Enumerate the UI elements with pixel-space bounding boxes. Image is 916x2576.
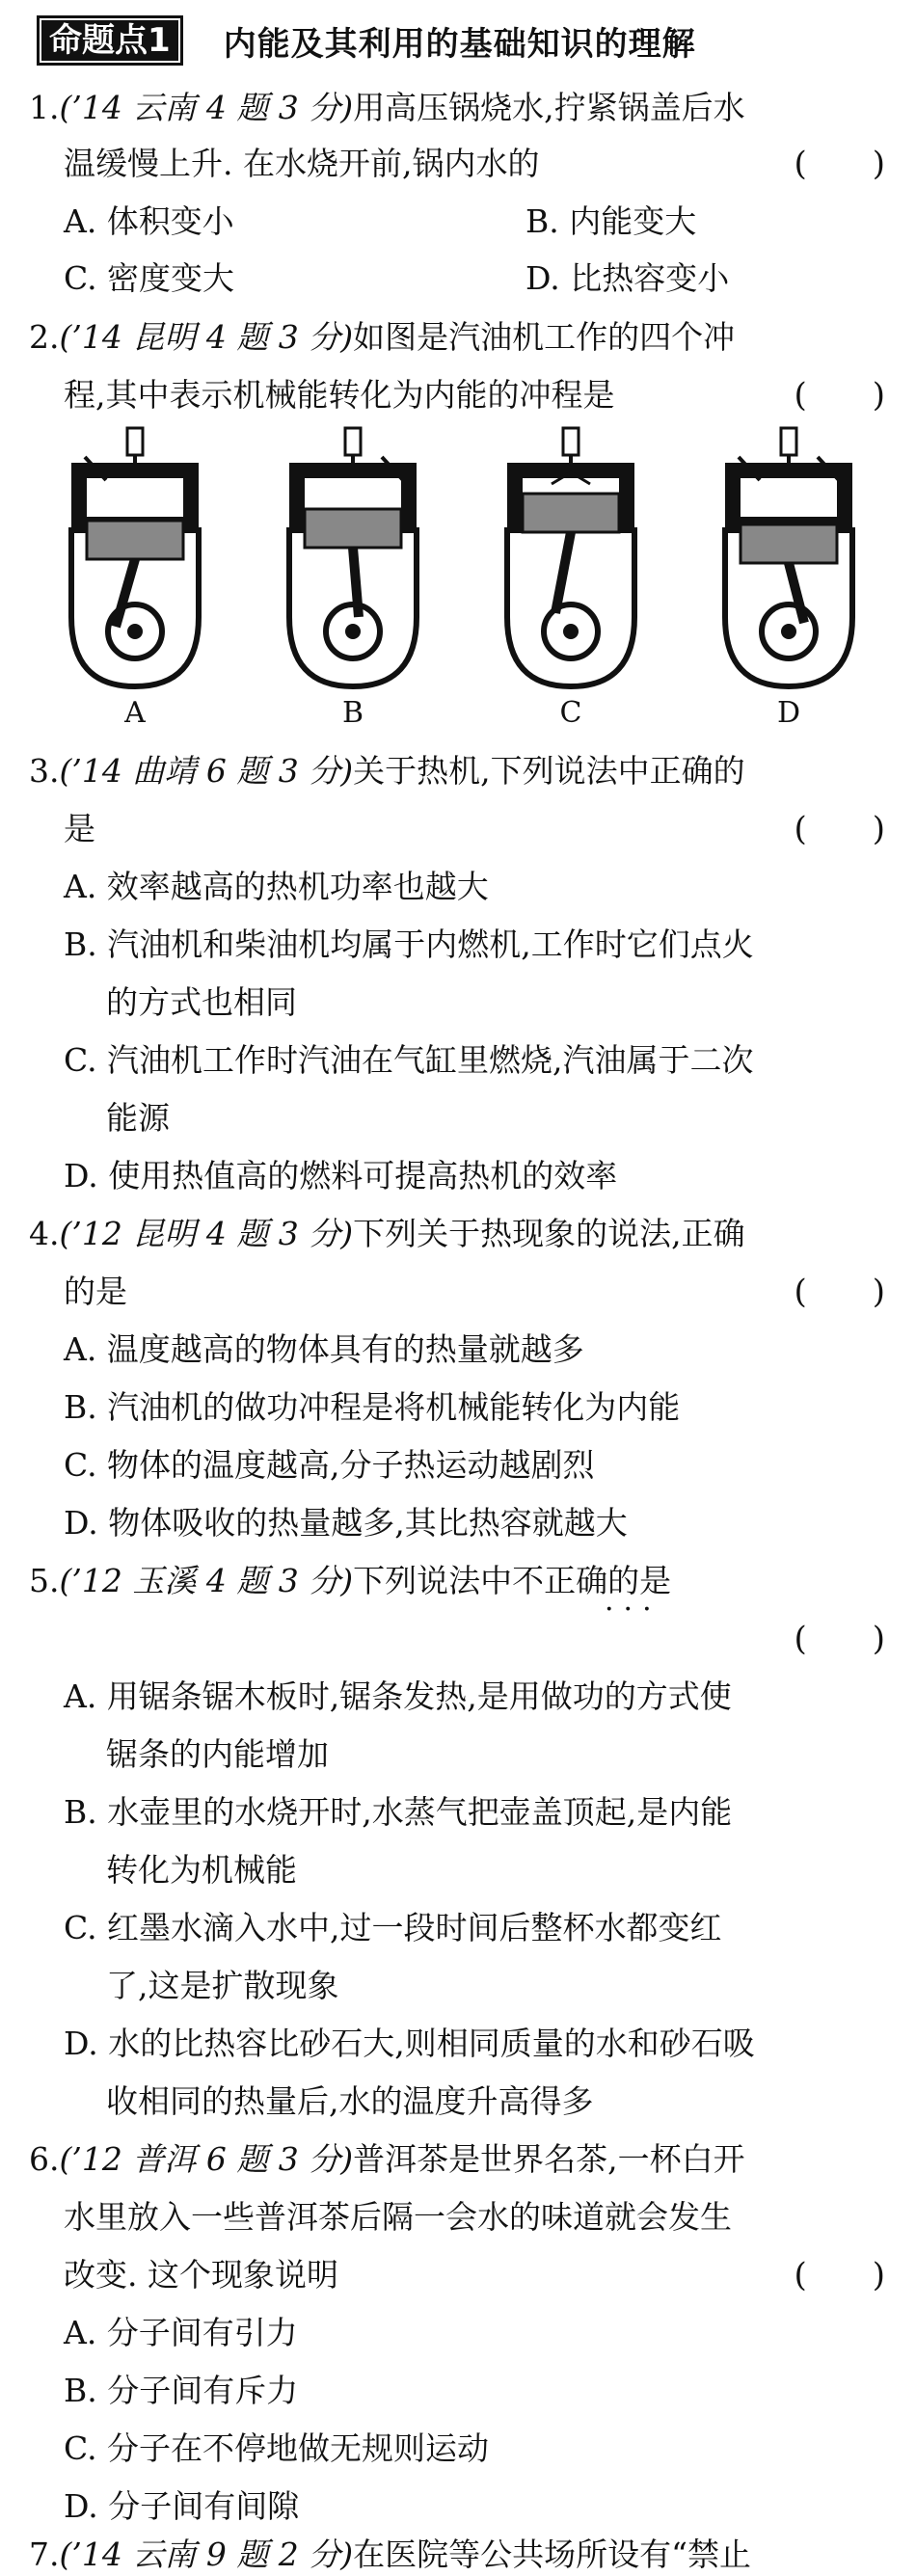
question-stem: 温缓慢上升. 在水烧开前,锅内水的 <box>64 145 540 182</box>
answer-blank: ( ) <box>794 376 885 415</box>
question-3-line-1 <box>29 750 745 792</box>
emphasis-dots: ··· <box>605 1593 661 1626</box>
section-tag: 命题点1 <box>37 15 183 66</box>
option-a-cont: 锯条的内能增加 <box>106 1735 329 1773</box>
section-header <box>37 13 696 67</box>
question-stem: 程,其中表示机械能转化为内能的冲程是 <box>64 376 615 414</box>
question-number: 1. <box>29 89 60 126</box>
answer-blank: ( ) <box>794 145 885 183</box>
question-1-line-2 <box>64 143 539 185</box>
option-d: D. 使用热值高的燃料可提高热机的效率 <box>64 1157 618 1194</box>
question-source: (’14 昆明 4 题 3 分) <box>59 318 354 356</box>
engine-diagram-a <box>58 424 212 738</box>
engine-a-icon <box>58 424 212 694</box>
figure-label-c: C <box>559 696 582 730</box>
option-d: D. 水的比热容比砂石大,则相同质量的水和砂石吸 <box>64 2025 755 2062</box>
answer-blank: ( ) <box>794 1273 885 1311</box>
option-a: A. 效率越高的热机功率也越大 <box>64 868 489 905</box>
question-source: (’14 云南 9 题 2 分) <box>59 2536 354 2573</box>
answer-blank: ( ) <box>794 1620 885 1658</box>
option-c-cont: 能源 <box>106 1099 170 1137</box>
question-number: 7. <box>29 2536 60 2573</box>
question-number: 2. <box>29 318 60 356</box>
question-2-line-2 <box>64 374 615 416</box>
question-stem: 用高压锅烧水,拧紧锅盖后水 <box>353 89 745 126</box>
engine-diagram-d <box>712 424 866 738</box>
option-a: A. 分子间有引力 <box>64 2314 298 2351</box>
option-b: B. 汽油机和柴油机均属于内燃机,工作时它们点火 <box>64 926 754 963</box>
question-number: 6. <box>29 2140 60 2178</box>
answer-blank: ( ) <box>794 2256 885 2294</box>
option-b-cont: 的方式也相同 <box>106 983 297 1021</box>
question-source: (’12 昆明 4 题 3 分) <box>59 1215 354 1252</box>
question-4-line-1 <box>29 1213 745 1255</box>
question-6-line-2 <box>64 2196 732 2239</box>
question-stem: 是 <box>64 810 95 847</box>
option-c-cont: 了,这是扩散现象 <box>106 1967 339 2004</box>
question-4-line-2 <box>64 1271 127 1313</box>
section-topic: 内能及其利用的基础知识的理解 <box>223 24 696 64</box>
option-a: A. 体积变小 <box>64 202 234 240</box>
engine-c-icon <box>494 424 648 694</box>
option-d: D. 物体吸收的热量越多,其比热容就越大 <box>64 1504 628 1542</box>
engine-d-icon <box>712 424 866 694</box>
question-3-line-2 <box>64 808 95 850</box>
question-stem: 下列说法中不正确的是 <box>353 1562 672 1599</box>
option-c: C. 物体的温度越高,分子热运动越剧烈 <box>64 1446 595 1484</box>
figure-label-d: D <box>776 696 801 730</box>
option-d: D. 分子间有间隙 <box>64 2487 300 2525</box>
engine-b-icon <box>276 424 430 694</box>
question-stem: 水里放入一些普洱茶后隔一会水的味道就会发生 <box>64 2198 732 2236</box>
figure-label-a: A <box>124 696 146 730</box>
question-6-line-1 <box>29 2138 745 2181</box>
question-stem: 普洱茶是世界名茶,一杯白开 <box>353 2140 745 2178</box>
engine-diagram-b <box>276 424 430 738</box>
question-stem: 在医院等公共场所设有“禁止 <box>353 2536 752 2573</box>
option-c: C. 红墨水滴入水中,过一段时间后整杯水都变红 <box>64 1909 722 1946</box>
question-number: 5. <box>29 1562 60 1599</box>
engine-diagram-c <box>494 424 648 738</box>
question-6-line-3 <box>64 2254 338 2296</box>
engine-strokes-figure <box>58 424 868 738</box>
question-number: 4. <box>29 1215 60 1252</box>
option-d: D. 比热容变小 <box>525 259 730 297</box>
option-a: A. 温度越高的物体具有的热量就越多 <box>64 1330 584 1368</box>
question-stem: 下列关于热现象的说法,正确 <box>353 1215 745 1252</box>
question-source: (’14 云南 4 题 3 分) <box>59 89 354 126</box>
option-c: C. 密度变大 <box>64 259 235 297</box>
option-b-cont: 转化为机械能 <box>106 1851 297 1889</box>
question-stem: 的是 <box>64 1273 127 1310</box>
option-a: A. 用锯条锯木板时,锯条发热,是用做功的方式使 <box>64 1677 732 1715</box>
question-number: 3. <box>29 752 60 790</box>
question-stem: 改变. 这个现象说明 <box>64 2256 338 2294</box>
option-d-cont: 收相同的热量后,水的温度升高得多 <box>106 2082 594 2120</box>
question-stem: 如图是汽油机工作的四个冲 <box>353 318 736 356</box>
figure-label-b: B <box>341 696 364 730</box>
answer-blank: ( ) <box>794 810 885 848</box>
option-b: B. 分子间有斥力 <box>64 2372 299 2409</box>
option-b: B. 汽油机的做功冲程是将机械能转化为内能 <box>64 1388 681 1426</box>
question-source: (’12 玉溪 4 题 3 分) <box>59 1562 354 1599</box>
question-2-line-1 <box>29 316 735 359</box>
question-source: (’14 曲靖 6 题 3 分) <box>59 752 354 790</box>
question-7-line-1 <box>29 2534 751 2576</box>
question-source: (’12 普洱 6 题 3 分) <box>59 2140 354 2178</box>
question-stem: 关于热机,下列说法中正确的 <box>353 752 745 790</box>
option-b: B. 水壶里的水烧开时,水蒸气把壶盖顶起,是内能 <box>64 1793 733 1831</box>
question-1-line-1 <box>29 87 745 129</box>
question-5-line-1 <box>29 1560 671 1602</box>
option-b: B. 内能变大 <box>525 202 697 240</box>
option-c: C. 分子在不停地做无规则运动 <box>64 2429 490 2467</box>
option-c: C. 汽油机工作时汽油在气缸里燃烧,汽油属于二次 <box>64 1041 754 1079</box>
